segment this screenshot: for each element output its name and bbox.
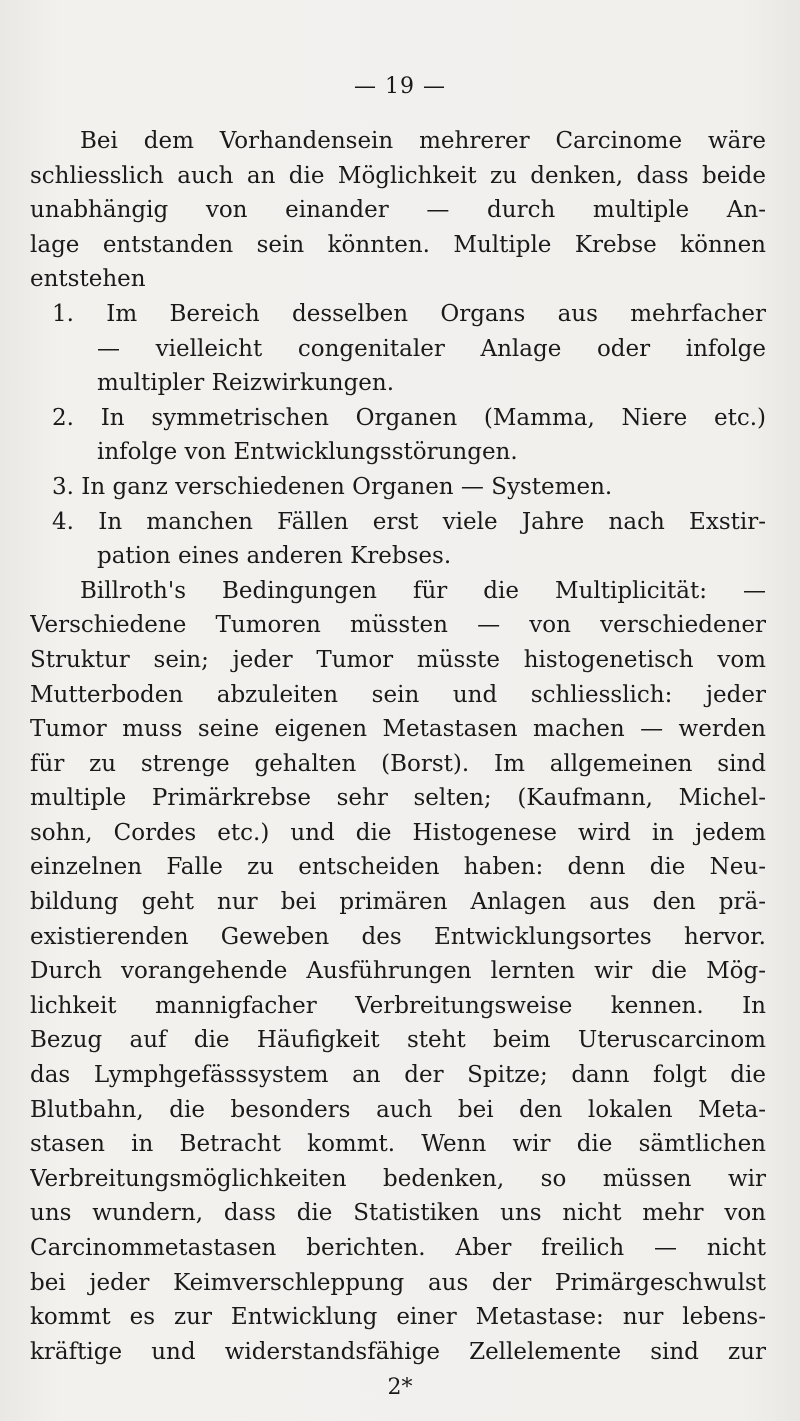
text-line-36: kräftige und widerstandsfähige Zellelemente sind zur bbox=[30, 1338, 766, 1365]
text-line-34: bei jeder Keimverschleppung aus der Primärgeschwulst bbox=[30, 1269, 766, 1296]
signature-mark: 2* bbox=[387, 1375, 413, 1400]
text-line-32: uns wundern, dass die Statistiken uns nicht mehr von bbox=[30, 1200, 766, 1227]
text-line-27: Bezug auf die Häufigkeit steht beim Uteruscarcinom bbox=[30, 1027, 766, 1054]
text-line-5: entstehen bbox=[30, 266, 146, 293]
list-item-1-cont-1: — vielleicht congenitaler Anlage oder infolge bbox=[97, 335, 766, 362]
text-line-3: unabhängig von einander — durch multiple An- bbox=[30, 197, 766, 224]
text-line-17: Mutterboden abzuleiten sein und schliesslich: jeder bbox=[30, 681, 766, 708]
text-line-21: sohn, Cordes etc.) und die Histogenese wird in jedem bbox=[30, 819, 766, 846]
text-line-23: bildung geht nur bei primären Anlagen aus den prä- bbox=[30, 889, 766, 916]
text-line-14: Billroth's Bedingungen für die Multiplicität: — bbox=[80, 577, 766, 604]
text-line-30: stasen in Betracht kommt. Wenn wir die sämtlichen bbox=[30, 1131, 766, 1158]
text-line-16: Struktur sein; jeder Tumor müsste histogenetisch vom bbox=[30, 646, 766, 673]
text-line-2: schliesslich auch an die Möglichkeit zu denken, dass beide bbox=[30, 162, 766, 189]
list-item-2: 2. In symmetrischen Organen (Mamma, Niere etc.) bbox=[52, 404, 766, 431]
text-line-15: Verschiedene Tumoren müssten — von verschiedener bbox=[30, 612, 766, 639]
list-item-4-cont: pation eines anderen Krebses. bbox=[97, 543, 452, 570]
text-line-1: Bei dem Vorhandensein mehrerer Carcinome wäre bbox=[80, 128, 766, 154]
list-item-1: 1. Im Bereich desselben Organs aus mehrfacher bbox=[52, 300, 766, 327]
list-item-2-cont: infolge von Entwicklungsstörungen. bbox=[97, 439, 518, 466]
text-line-28: das Lymphgefässsystem an der Spitze; dann folgt die bbox=[30, 1062, 766, 1089]
list-item-1-cont-2: multipler Reizwirkungen. bbox=[97, 370, 395, 397]
text-line-25: Durch vorangehende Ausführungen lernten wir die Mög- bbox=[30, 958, 766, 985]
text-line-20: multiple Primärkrebse sehr selten; (Kaufmann, Michel- bbox=[30, 785, 766, 812]
text-line-22: einzelnen Falle zu entscheiden haben: denn die Neu- bbox=[30, 854, 766, 881]
page-number: — 19 — bbox=[354, 74, 446, 99]
list-item-4: 4. In manchen Fällen erst viele Jahre nach Exstir- bbox=[52, 508, 766, 535]
text-line-4: lage entstanden sein könnten. Multiple Krebse können bbox=[30, 231, 766, 258]
text-line-24: existierenden Geweben des Entwicklungsortes hervor. bbox=[30, 923, 766, 950]
text-line-31: Verbreitungsmöglichkeiten bedenken, so müssen wir bbox=[30, 1165, 766, 1192]
text-line-35: kommt es zur Entwicklung einer Metastase: nur lebens- bbox=[30, 1304, 766, 1331]
text-line-19: für zu strenge gehalten (Borst). Im allgemeinen sind bbox=[30, 750, 766, 777]
body-text bbox=[30, 124, 766, 1369]
text-line-29: Blutbahn, die besonders auch bei den lokalen Meta- bbox=[30, 1096, 766, 1123]
list-item-3: 3. In ganz verschiedenen Organen — Systemen. bbox=[52, 473, 613, 500]
text-line-33: Carcinommetastasen berichten. Aber freilich — nicht bbox=[30, 1235, 766, 1261]
text-line-26: lichkeit mannigfacher Verbreitungsweise kennen. In bbox=[30, 992, 766, 1019]
text-line-18: Tumor muss seine eigenen Metastasen machen — werden bbox=[30, 716, 766, 743]
